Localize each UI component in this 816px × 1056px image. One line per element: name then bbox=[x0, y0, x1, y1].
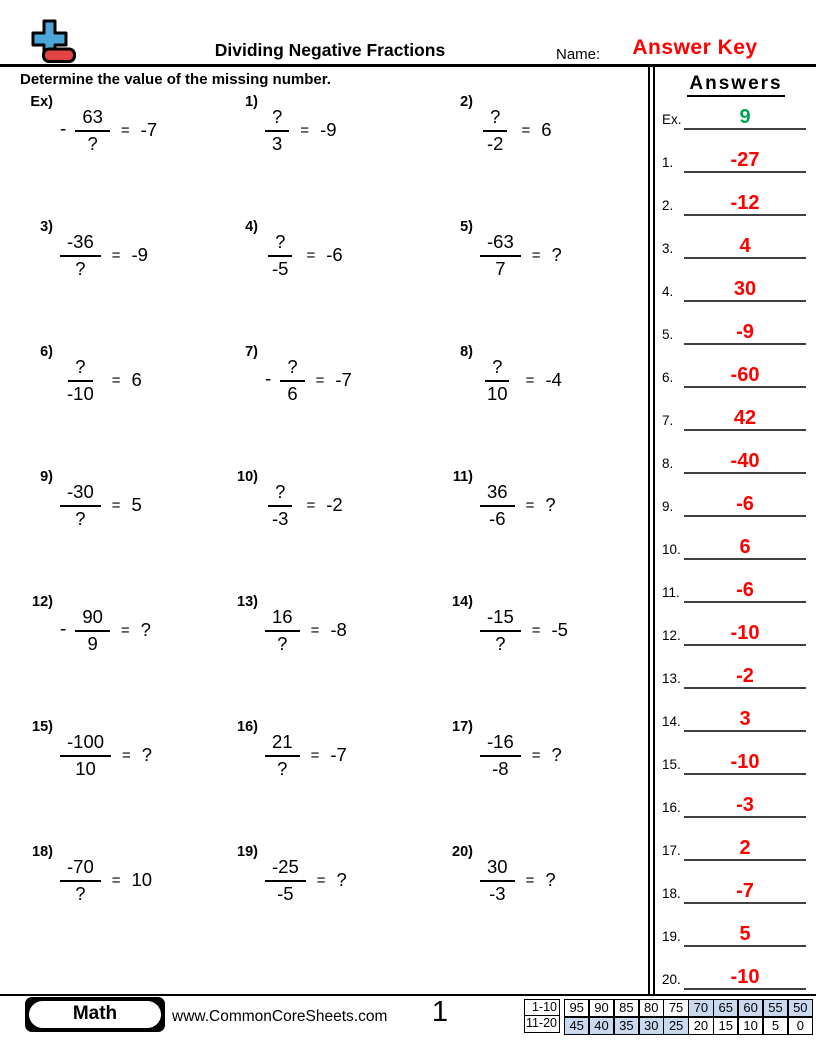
problem-number: 15) bbox=[32, 719, 53, 735]
answers-list bbox=[656, 94, 816, 997]
fraction bbox=[480, 356, 515, 404]
score-cell: 10 bbox=[739, 1018, 762, 1034]
answer-number-label: 11. bbox=[662, 585, 680, 600]
problem-result: -7 bbox=[335, 369, 352, 390]
equals-sign: = bbox=[315, 371, 325, 389]
problem-result: -7 bbox=[140, 119, 158, 140]
score-cell: 25 bbox=[664, 1018, 687, 1034]
fraction-numerator: 90 bbox=[75, 606, 110, 631]
fraction-denominator: 10 bbox=[487, 382, 508, 404]
fraction-denominator: ? bbox=[87, 132, 98, 154]
fraction-denominator: ? bbox=[277, 632, 288, 654]
score-cell: 55 bbox=[764, 1000, 787, 1016]
equals-sign: = bbox=[531, 246, 541, 264]
website-url: www.CommonCoreSheets.com bbox=[172, 1008, 388, 1025]
score-cell: 60 bbox=[739, 1000, 762, 1016]
fraction bbox=[60, 731, 111, 779]
answer-value: -10 bbox=[730, 622, 760, 644]
problem bbox=[205, 719, 420, 787]
answer-number-label: 3. bbox=[662, 241, 674, 256]
answer-number-label: 1. bbox=[662, 155, 674, 170]
answer-number-label: 4. bbox=[662, 284, 674, 299]
equals-sign: = bbox=[111, 371, 121, 389]
answer-value: 5 bbox=[739, 923, 751, 945]
answer-row bbox=[656, 782, 816, 825]
answer-value: -12 bbox=[730, 192, 760, 214]
answer-row bbox=[656, 610, 816, 653]
problem bbox=[205, 844, 420, 912]
fraction-numerator: -70 bbox=[60, 856, 101, 881]
score-cell: 5 bbox=[764, 1018, 787, 1034]
fraction-numerator: ? bbox=[265, 106, 289, 131]
fraction-numerator: -30 bbox=[60, 481, 101, 506]
fraction-denominator: ? bbox=[75, 257, 86, 279]
problems-grid bbox=[0, 94, 648, 969]
fraction-denominator: 6 bbox=[287, 382, 298, 404]
equals-sign: = bbox=[111, 246, 121, 264]
fraction-numerator: -16 bbox=[480, 731, 521, 756]
equals-sign: = bbox=[525, 871, 535, 889]
name-value-answer-key: Answer Key bbox=[632, 36, 758, 59]
score-cell: 20 bbox=[689, 1018, 712, 1034]
answer-row bbox=[656, 954, 816, 997]
fraction bbox=[480, 606, 521, 654]
problem-number: 17) bbox=[452, 719, 473, 735]
problem-number: 8) bbox=[460, 344, 473, 360]
answer-number-label: 12. bbox=[662, 628, 681, 643]
answer-underline bbox=[684, 558, 806, 560]
answers-divider-line-outer bbox=[648, 67, 650, 996]
score-grid bbox=[564, 999, 813, 1035]
problem-number: 5) bbox=[460, 219, 473, 235]
problem-number: Ex) bbox=[30, 94, 53, 110]
equals-sign: = bbox=[120, 121, 130, 139]
answers-divider-line-inner bbox=[653, 67, 655, 996]
equals-sign: = bbox=[120, 621, 130, 639]
problem-number: 16) bbox=[237, 719, 258, 735]
problem-number: 18) bbox=[32, 844, 53, 860]
equals-sign: = bbox=[316, 871, 326, 889]
fraction bbox=[280, 356, 304, 404]
problem-result: ? bbox=[336, 869, 347, 890]
fraction bbox=[480, 481, 515, 529]
problem-number: 11) bbox=[452, 469, 473, 485]
answer-underline bbox=[684, 386, 806, 388]
fraction bbox=[480, 856, 515, 904]
problem-result: -2 bbox=[326, 494, 343, 515]
answer-number-label: 13. bbox=[662, 671, 681, 686]
answer-underline bbox=[684, 859, 806, 861]
answer-underline bbox=[684, 773, 806, 775]
fraction-denominator: -3 bbox=[272, 507, 289, 529]
score-cell: 45 bbox=[565, 1018, 588, 1034]
fraction-numerator: 30 bbox=[480, 856, 515, 881]
score-cell: 65 bbox=[714, 1000, 737, 1016]
fraction bbox=[265, 231, 295, 279]
answer-value: -40 bbox=[730, 450, 760, 472]
fraction bbox=[265, 731, 300, 779]
answer-number-label: 9. bbox=[662, 499, 674, 514]
problem-number: 13) bbox=[237, 594, 258, 610]
answer-value: 6 bbox=[739, 536, 751, 558]
answer-row bbox=[656, 137, 816, 180]
answer-row bbox=[656, 438, 816, 481]
problem-result: ? bbox=[140, 619, 151, 640]
problem-result: ? bbox=[545, 869, 556, 890]
page-title: Dividing Negative Fractions bbox=[214, 40, 446, 60]
fraction-denominator: -5 bbox=[272, 257, 289, 279]
answer-underline bbox=[684, 816, 806, 818]
score-cell: 95 bbox=[565, 1000, 588, 1016]
fraction bbox=[60, 481, 101, 529]
answer-row bbox=[656, 352, 816, 395]
fraction-numerator: ? bbox=[268, 231, 292, 256]
answer-underline bbox=[684, 128, 806, 130]
answer-value: -6 bbox=[736, 579, 754, 601]
answer-value: -10 bbox=[730, 966, 760, 988]
answer-underline bbox=[684, 257, 806, 259]
name-label: Name: bbox=[556, 46, 601, 63]
problem bbox=[205, 219, 420, 287]
answer-underline bbox=[684, 343, 806, 345]
answer-row bbox=[656, 94, 816, 137]
answer-value: -60 bbox=[730, 364, 760, 386]
answer-value: -7 bbox=[736, 880, 754, 902]
problem-result: 6 bbox=[131, 369, 142, 390]
answer-underline bbox=[684, 300, 806, 302]
problem-result: ? bbox=[551, 744, 562, 765]
fraction-numerator: ? bbox=[485, 356, 509, 381]
problem bbox=[420, 719, 648, 787]
fraction-numerator: ? bbox=[280, 356, 304, 381]
problem-result: -9 bbox=[320, 119, 337, 140]
answer-underline bbox=[684, 945, 806, 947]
fraction-numerator: 21 bbox=[265, 731, 300, 756]
answer-value: 9 bbox=[739, 106, 751, 128]
problem-number: 9) bbox=[40, 469, 53, 485]
problem bbox=[420, 219, 648, 287]
instruction-text: Determine the value of the missing number. bbox=[20, 71, 331, 88]
negative-sign: - bbox=[60, 619, 67, 640]
problem bbox=[420, 594, 648, 662]
fraction-denominator: -10 bbox=[67, 382, 94, 404]
fraction-denominator: ? bbox=[495, 632, 506, 654]
answer-row bbox=[656, 739, 816, 782]
score-cell: 75 bbox=[664, 1000, 687, 1016]
fraction-denominator: ? bbox=[75, 507, 86, 529]
equals-sign: = bbox=[306, 496, 316, 514]
fraction-numerator: -25 bbox=[265, 856, 306, 881]
problem-number: 14) bbox=[452, 594, 473, 610]
answer-number-label: 15. bbox=[662, 757, 681, 772]
equals-sign: = bbox=[300, 121, 310, 139]
problem bbox=[205, 344, 420, 412]
score-cell: 0 bbox=[789, 1018, 812, 1034]
fraction bbox=[60, 231, 101, 279]
score-cell: 70 bbox=[689, 1000, 712, 1016]
problem-result: 6 bbox=[541, 119, 552, 140]
equals-sign: = bbox=[525, 496, 535, 514]
problem bbox=[205, 469, 420, 537]
problem bbox=[420, 344, 648, 412]
negative-sign: - bbox=[60, 119, 67, 140]
answer-row bbox=[656, 309, 816, 352]
negative-sign: - bbox=[265, 369, 272, 390]
answer-underline bbox=[684, 644, 806, 646]
fraction-numerator: ? bbox=[483, 106, 507, 131]
fraction-denominator: -6 bbox=[489, 507, 506, 529]
answer-underline bbox=[684, 171, 806, 173]
problem bbox=[0, 844, 205, 912]
fraction bbox=[265, 856, 306, 904]
fraction-numerator: 63 bbox=[75, 106, 110, 131]
answers-title: Answers bbox=[656, 73, 816, 95]
equals-sign: = bbox=[531, 621, 541, 639]
problem bbox=[420, 844, 648, 912]
equals-sign: = bbox=[310, 621, 320, 639]
answer-value: -6 bbox=[736, 493, 754, 515]
fraction-numerator: -15 bbox=[480, 606, 521, 631]
answer-number-label: 14. bbox=[662, 714, 681, 729]
equals-sign: = bbox=[531, 746, 541, 764]
fraction bbox=[75, 106, 110, 154]
answer-number-label: 20. bbox=[662, 972, 681, 987]
problem bbox=[205, 594, 420, 662]
answer-number-label: 6. bbox=[662, 370, 674, 385]
answer-value: -2 bbox=[736, 665, 754, 687]
fraction-denominator: ? bbox=[277, 757, 288, 779]
answer-row bbox=[656, 266, 816, 309]
fraction bbox=[265, 606, 300, 654]
equals-sign: = bbox=[521, 121, 531, 139]
fraction bbox=[265, 481, 295, 529]
answer-row bbox=[656, 180, 816, 223]
answer-row bbox=[656, 653, 816, 696]
answer-number-label: 10. bbox=[662, 542, 681, 557]
answer-value: 4 bbox=[739, 235, 751, 257]
answer-row bbox=[656, 524, 816, 567]
fraction bbox=[60, 356, 101, 404]
answer-number-label: 5. bbox=[662, 327, 674, 342]
answer-number-label: Ex. bbox=[662, 112, 682, 127]
score-cell: 35 bbox=[615, 1018, 638, 1034]
problem-result: -6 bbox=[326, 244, 343, 265]
equals-sign: = bbox=[310, 746, 320, 764]
answer-value: -3 bbox=[736, 794, 754, 816]
fraction bbox=[480, 106, 510, 154]
answer-value: -27 bbox=[730, 149, 760, 171]
equals-sign: = bbox=[122, 746, 131, 764]
fraction bbox=[265, 106, 289, 154]
answer-number-label: 17. bbox=[662, 843, 681, 858]
fraction bbox=[480, 731, 521, 779]
answer-row bbox=[656, 911, 816, 954]
answer-number-label: 8. bbox=[662, 456, 674, 471]
answer-number-label: 18. bbox=[662, 886, 681, 901]
problem-number: 19) bbox=[237, 844, 258, 860]
fraction-numerator: -100 bbox=[60, 731, 111, 756]
problem-result: -9 bbox=[131, 244, 148, 265]
equals-sign: = bbox=[525, 371, 535, 389]
fraction-numerator: 36 bbox=[480, 481, 515, 506]
fraction-denominator: 3 bbox=[272, 132, 283, 154]
answer-row bbox=[656, 395, 816, 438]
score-range-labels bbox=[524, 999, 560, 1033]
answer-value: 42 bbox=[733, 407, 757, 429]
problem-result: -8 bbox=[330, 619, 347, 640]
problem bbox=[0, 719, 205, 787]
answer-row bbox=[656, 481, 816, 524]
fraction bbox=[480, 231, 521, 279]
problem-number: 10) bbox=[237, 469, 258, 485]
answer-underline bbox=[684, 687, 806, 689]
problem-number: 20) bbox=[452, 844, 473, 860]
problem-number: 1) bbox=[245, 94, 258, 110]
score-cell: 40 bbox=[590, 1018, 613, 1034]
answer-underline bbox=[684, 214, 806, 216]
fraction-numerator: -36 bbox=[60, 231, 101, 256]
fraction-denominator: -5 bbox=[277, 882, 294, 904]
answer-underline bbox=[684, 515, 806, 517]
equals-sign: = bbox=[306, 246, 316, 264]
answer-row bbox=[656, 567, 816, 610]
answer-number-label: 7. bbox=[662, 413, 674, 428]
problem-number: 6) bbox=[40, 344, 53, 360]
answer-value: -10 bbox=[730, 751, 760, 773]
problem-number: 3) bbox=[40, 219, 53, 235]
answer-row bbox=[656, 868, 816, 911]
score-cell: 80 bbox=[640, 1000, 663, 1016]
problem-result: -7 bbox=[330, 744, 347, 765]
fraction-denominator: 10 bbox=[75, 757, 96, 779]
problem bbox=[0, 594, 205, 662]
problem-number: 7) bbox=[245, 344, 258, 360]
fraction-numerator: ? bbox=[268, 481, 292, 506]
fraction-numerator: 16 bbox=[265, 606, 300, 631]
problem bbox=[0, 219, 205, 287]
problem-result: 5 bbox=[131, 494, 142, 515]
fraction bbox=[60, 856, 101, 904]
answer-value: -9 bbox=[736, 321, 754, 343]
problem bbox=[0, 469, 205, 537]
problem bbox=[0, 344, 205, 412]
score-cell: 15 bbox=[714, 1018, 737, 1034]
fraction-denominator: -8 bbox=[492, 757, 509, 779]
problem-result: ? bbox=[545, 494, 556, 515]
problem-number: 2) bbox=[460, 94, 473, 110]
answer-row bbox=[656, 825, 816, 868]
answer-underline bbox=[684, 472, 806, 474]
answer-underline bbox=[684, 429, 806, 431]
minus-shape bbox=[44, 49, 75, 62]
answer-underline bbox=[684, 601, 806, 603]
score-cell: 50 bbox=[789, 1000, 812, 1016]
problem-number: 4) bbox=[245, 219, 258, 235]
score-cell: 85 bbox=[615, 1000, 638, 1016]
fraction-numerator: ? bbox=[68, 356, 92, 381]
page-number: 1 bbox=[431, 996, 449, 1028]
score-cell: 30 bbox=[640, 1018, 663, 1034]
fraction bbox=[75, 606, 110, 654]
problem-result: -4 bbox=[545, 369, 562, 390]
equals-sign: = bbox=[111, 871, 121, 889]
answer-row bbox=[656, 223, 816, 266]
fraction-denominator: 9 bbox=[87, 632, 98, 654]
subject-badge bbox=[25, 997, 165, 1032]
plus-minus-icon bbox=[30, 18, 80, 66]
answer-number-label: 16. bbox=[662, 800, 681, 815]
answer-number-label: 2. bbox=[662, 198, 674, 213]
problem bbox=[0, 94, 205, 162]
fraction-denominator: 7 bbox=[495, 257, 506, 279]
problem bbox=[420, 469, 648, 537]
problem-number: 12) bbox=[32, 594, 53, 610]
answer-underline bbox=[684, 902, 806, 904]
answer-row bbox=[656, 696, 816, 739]
score-range-row2: 11-20 bbox=[525, 1016, 557, 1030]
score-cell: 90 bbox=[590, 1000, 613, 1016]
problem-result: -5 bbox=[551, 619, 568, 640]
answer-underline bbox=[684, 988, 806, 990]
equals-sign: = bbox=[111, 496, 121, 514]
subject-badge-label: Math bbox=[29, 1001, 161, 1028]
answer-number-label: 19. bbox=[662, 929, 681, 944]
problem bbox=[420, 94, 648, 162]
answer-value: 2 bbox=[739, 837, 751, 859]
problem bbox=[205, 94, 420, 162]
problem-result: ? bbox=[141, 744, 153, 765]
problem-result: 10 bbox=[131, 869, 153, 890]
answer-underline bbox=[684, 730, 806, 732]
fraction-numerator: -63 bbox=[480, 231, 521, 256]
answer-value: 3 bbox=[739, 708, 751, 730]
answers-panel bbox=[656, 67, 816, 997]
fraction-denominator: -3 bbox=[489, 882, 506, 904]
answer-value: 30 bbox=[733, 278, 757, 300]
problem-result: ? bbox=[551, 244, 562, 265]
fraction-denominator: ? bbox=[75, 882, 86, 904]
fraction-denominator: -2 bbox=[487, 132, 504, 154]
score-range-row1: 1-10 bbox=[525, 1000, 559, 1016]
